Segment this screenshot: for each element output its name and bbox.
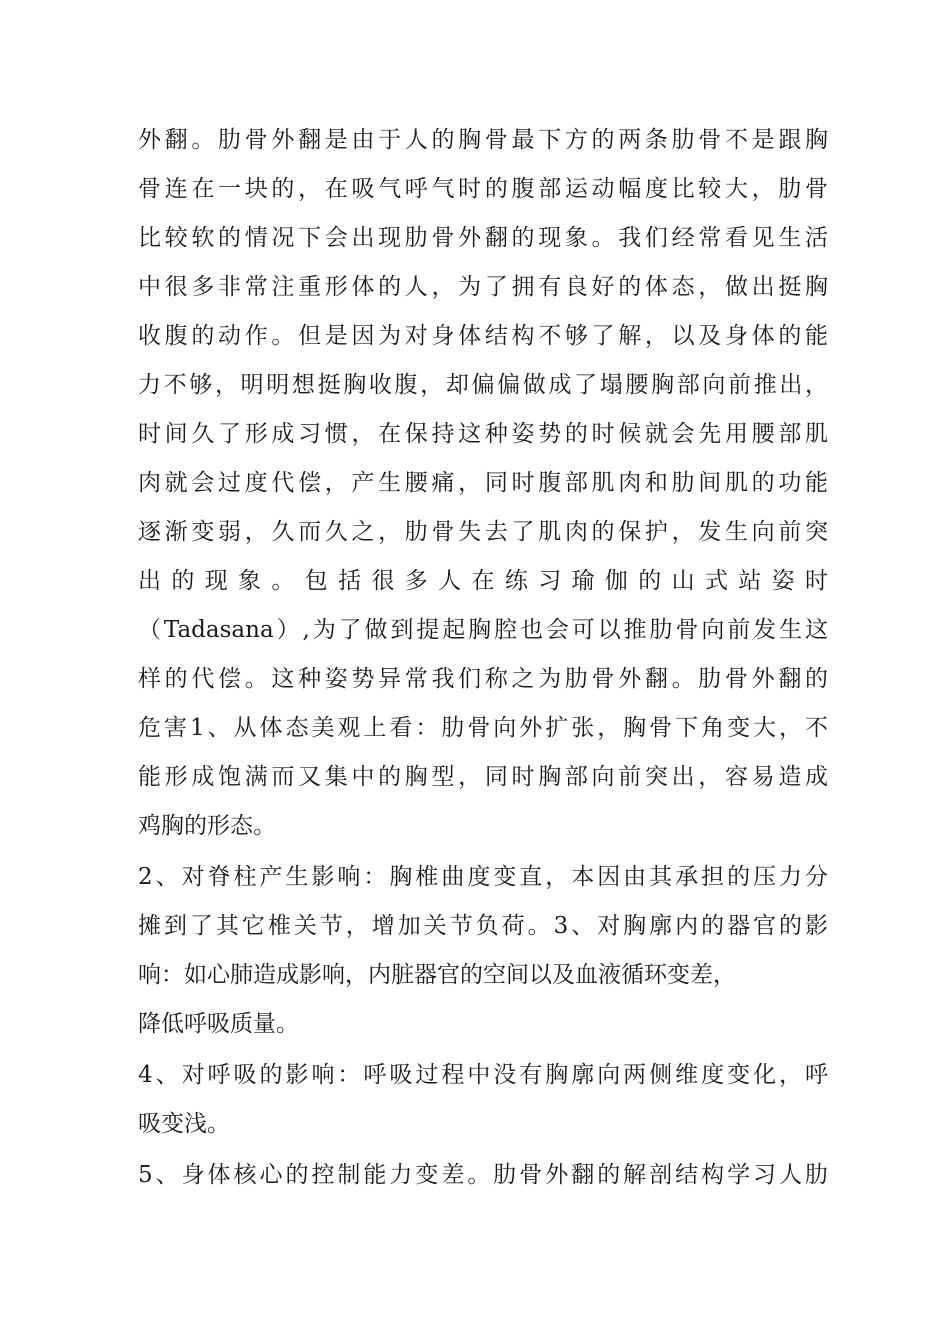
text-line: 2、对脊柱产生影响：胸椎曲度变直，本因由其承担的压力分	[138, 864, 828, 890]
text-line: 外翻。肋骨外翻是由于人的胸骨最下方的两条肋骨不是跟胸	[138, 127, 828, 153]
text-line: 摊到了其它椎关节，增加关节负荷。3、对胸廓内的器官的影	[138, 913, 828, 939]
text-line: 出的现象。包括很多人在练习瑜伽的山式站姿时	[138, 568, 828, 594]
text-line: （Tadasana）,为了做到提起胸腔也会可以推肋骨向前发生这	[138, 617, 828, 643]
text-line: 5、身体核心的控制能力变差。肋骨外翻的解剖结构学习人肋	[138, 1162, 828, 1188]
text-line: 中很多非常注重形体的人，为了拥有良好的体态，做出挺胸	[138, 274, 828, 300]
text-line: 降低呼吸质量。	[138, 1011, 299, 1037]
paragraph-2	[138, 853, 828, 1049]
text-line: 骨连在一块的，在吸气呼气时的腹部运动幅度比较大，肋骨	[138, 176, 828, 202]
paragraph-4	[138, 1151, 828, 1200]
paragraph-3	[138, 1051, 828, 1149]
text-line: 时间久了形成习惯，在保持这种姿势的时候就会先用腰部肌	[138, 421, 828, 447]
text-line: 逐渐变弱，久而久之，肋骨失去了肌肉的保护，发生向前突	[138, 519, 828, 545]
text-line: 收腹的动作。但是因为对身体结构不够了解，以及身体的能	[138, 323, 828, 349]
text-line: 危害1、从体态美观上看：肋骨向外扩张，胸骨下角变大，不	[138, 715, 828, 741]
text-line: 鸡胸的形态。	[138, 813, 276, 839]
text-line: 比较软的情况下会出现肋骨外翻的现象。我们经常看见生活	[138, 225, 828, 251]
text-line: 能形成饱满而又集中的胸型，同时胸部向前突出，容易造成	[138, 764, 828, 790]
text-line: 吸变浅。	[138, 1111, 230, 1137]
paragraph-1	[138, 116, 828, 851]
text-line: 力不够，明明想挺胸收腹，却偏偏做成了塌腰胸部向前推出，	[138, 372, 828, 398]
text-line: 4、对呼吸的影响：呼吸过程中没有胸廓向两侧维度变化，呼	[138, 1062, 828, 1088]
text-line: 肉就会过度代偿，产生腰痛，同时腹部肌肉和肋间肌的功能	[138, 470, 828, 496]
text-line: 响：如心肺造成影响，内脏器官的空间以及血液循环变差，	[138, 962, 736, 988]
text-line: 样的代偿。这种姿势异常我们称之为肋骨外翻。肋骨外翻的	[138, 666, 828, 692]
body-text	[138, 116, 828, 1200]
